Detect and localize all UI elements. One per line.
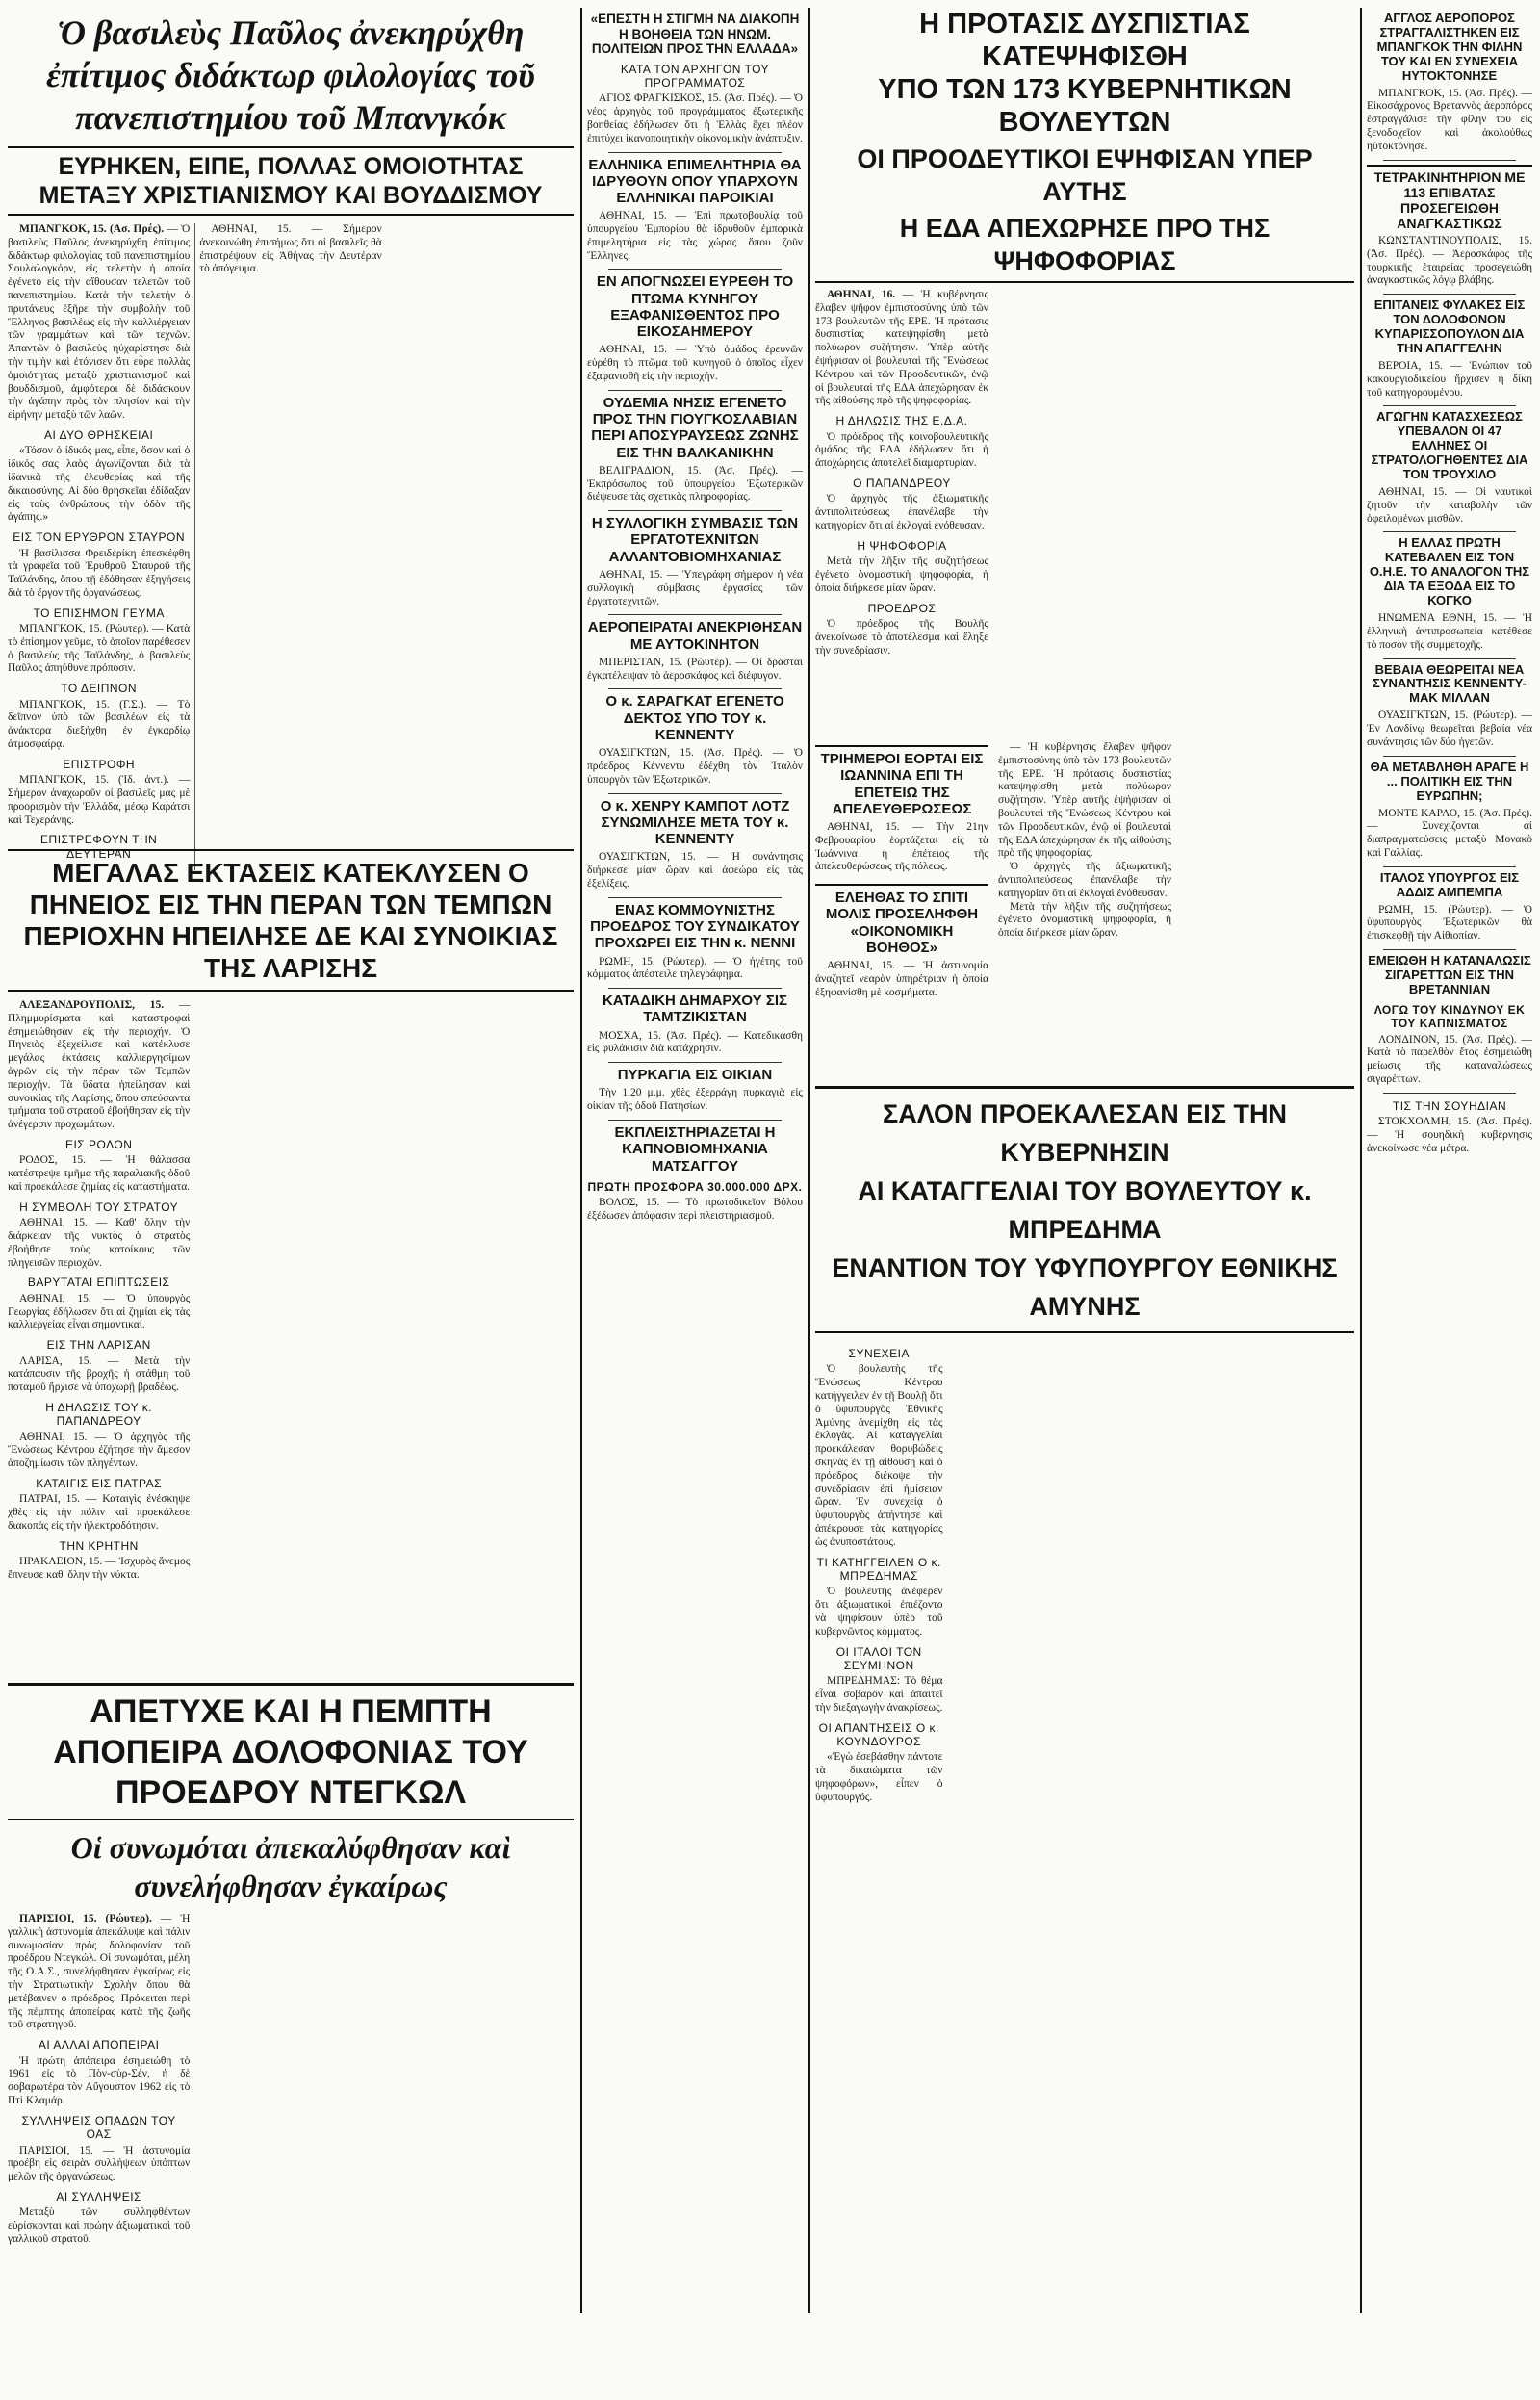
- lead-section: [8, 682, 190, 752]
- flood-section: [8, 1477, 190, 1534]
- censure-section-body: Μετὰ τὴν λῆξιν τῆς συζητήσεως ἐγένετο ὀνομαστικὴ ψηφοφορία, ἡ ὁποία διήρκεσε μίαν ὥραν.: [815, 555, 988, 594]
- censure-section-body: Ὁ πρόεδρος τῆς Βουλῆς ἀνεκοίνωσε τὸ ἀποτέλεσμα καὶ ἔληξε τὴν συνεδρίασιν.: [815, 617, 988, 657]
- censure-body-columns: [815, 289, 1354, 734]
- lead-section-title: ΤΟ ΔΕΙΠΝΟΝ: [61, 682, 138, 696]
- divider: [1383, 405, 1516, 406]
- monaco-headline: ΘΑ ΜΕΤΑΒΛΗΘΗ ΑΡΑΓΕ Η ... ΠΟΛΙΤΙΚΗ ΕΙΣ ΤΗΝ ΕΥΡΩΠΗΝ;: [1370, 759, 1529, 803]
- lead-section: [8, 530, 190, 601]
- divider: [608, 1120, 781, 1121]
- divider: [1383, 866, 1516, 867]
- pilot-headline: ΑΓΓΛΟΣ ΑΕΡΟΠΟΡΟΣ ΣΤΡΑΓΓΑΛΙΣΤΗΚΕΝ ΕΙΣ ΜΠΑΝΓΚΟΚ ΤΗΝ ΦΙΛΗΝ ΤΟΥ ΚΑΙ ΕΝ ΣΥΝΕΧΕΙΑ ΗΥΤΟΚΤΟΝΗΣΕ: [1376, 11, 1523, 83]
- cig-headline: ΕΜΕΙΩΘΗ Η ΚΑΤΑΝΑΛΩΣΙΣ ΣΙΓΑΡΕΤΤΩΝ ΕΙΣ ΤΗΝ ΒΡΕΤΑΝΝΙΑΝ: [1368, 953, 1531, 996]
- degaulle-subheadline: Οἱ συνωμόται ἀπεκαλύφθησαν καὶ συνελήφθησαν ἐγκαίρως: [70, 1830, 511, 1903]
- censure-briefs: [815, 741, 1354, 1030]
- divider: [608, 152, 781, 153]
- lead-section-body: «Τόσον ὁ ἰδικός μας, εἶπε, ὅσον καὶ ὁ ἰδικός σας λαὸς ἀγωνίζονται διὰ τὰ ἰδανικὰ τῆς ἐλευθερίας καὶ τῆς δικαιοσύνης. Αἱ δύο θρησκεῖαι ἐδίδαξαν εἰς τοὺς ἀνθρώπους τὴν ὁδὸν τῆς ἀγάπης.»: [8, 445, 191, 524]
- lead-section-title: ΤΟ ΕΠΙΣΗΜΟΝ ΓΕΥΜΑ: [33, 606, 165, 620]
- festival-body: ΑΘΗΝΑΙ, 15. — Τὴν 21ην Φεβρουαρίου ἑορτάζεται εἰς τὰ Ἰωάννινα ἡ ἐπέτειος τῆς ἀπελευθερώσεως τῆς πόλεως.: [815, 821, 988, 873]
- divider: [608, 614, 781, 615]
- headline-rule: [815, 281, 1354, 283]
- divider: [1383, 294, 1516, 295]
- censure-section-body: Ὁ ἀρχηγὸς τῆς ἀξιωματικῆς ἀντιπολιτεύσεως ἐπανέλαβε τὴν κατηγορίαν ὅτι αἱ ἐκλογαὶ ἐνόθευσαν.: [815, 493, 988, 531]
- divider: [608, 1062, 781, 1063]
- degaulle-body: ΠΑΡΙΣΙΟΙ, 15. (Ρώυτερ). — Ἡ γαλλικὴ ἀστυνομία ἀπεκάλυψε καὶ πάλιν συνωμοσίαν πρὸς δολοφονίαν τοῦ προέδρου Ντεγκώλ. Οἱ συνωμόται, μέλη τῆς Ο.Α.Σ., συνελήφθησαν ἐγκαίρως εἰς τὴν Στρατιωτικὴν Σχολὴν ὅπου θὰ μετέβαινεν ὁ πρόεδρος. Πρόκειται περὶ τῆς πέμπτης ἀποπείρας κατὰ τῆς ζωῆς τοῦ στρατηγοῦ.: [8, 1913, 191, 2031]
- degaulle-dateline: ΠΑΡΙΣΙΟΙ, 15. (Ρώυτερ).: [19, 1913, 152, 1924]
- salon-section-title: ΟΙ ΙΤΑΛΟΙ ΤΟΝ ΣΕΥΜΗΝΟΝ: [835, 1644, 922, 1672]
- lead-section-title: ΑΙ ΔΥΟ ΘΡΗΣΚΕΙΑΙ: [44, 427, 154, 442]
- search-body: ΑΘΗΝΑΙ, 15. — Ὑπὸ ὁμάδος ἐρευνῶν εὑρέθη τὸ πτῶμα τοῦ κυνηγοῦ ὁ ὁποῖος εἶχεν ἐξαφανισθῆ εἰς τὴν περιοχήν.: [587, 344, 803, 383]
- divider: [608, 390, 781, 391]
- salon-section-body: «Ἐγὼ ἐσεβάσθην πάντοτε τὰ δικαιώματα τῶν ψηφοφόρων», εἶπεν ὁ ὑφυπουργός.: [815, 1751, 943, 1803]
- help-body: ΑΓΙΟΣ ΦΡΑΓΚΙΣΚΟΣ, 15. (Ἀσ. Πρές). — Ὁ νέος ἀρχηγὸς τοῦ προγράμματος ἐξωτερικῆς βοηθείας ἐδήλωσεν ὅτι ἡ Ἑλλὰς ἔχει πλέον ἐπιτύχει ἱκανοποιητικὴν οἰκονομικὴν ἀνάπτυξιν.: [587, 92, 803, 144]
- flood-body: ΑΛΕΞΑΝΔΡΟΥΠΟΛΙΣ, 15. — Πλημμυρίσματα καὶ καταστροφαὶ ἐσημειώθησαν εἰς τὴν περιοχήν. Ὁ Πηνειὸς ἐξεχείλισε καὶ κατέκλυσε μεγάλας ἐκτάσεις καλλιεργησίμων ἀγρῶν εἰς τὴν πέραν τῶν Τεμπῶν περιοχήν. Τὰ ὕδατα ἠπείλησαν καὶ συνοικίας τῆς Λαρίσης, ὅπου σπεύσαντα τμήματα τοῦ στρατοῦ ἐβοήθησαν εἰς τὴν ἀνέγερσιν προχωμάτων.: [8, 999, 191, 1131]
- lead-section: [8, 758, 190, 828]
- censure-section-title: Η ΨΗΦΟΦΟΡΙΑ: [857, 538, 947, 553]
- divider: [1383, 1093, 1516, 1094]
- flood-section-body: ΑΘΗΝΑΙ, 15. — Ὁ ὑπουργὸς Γεωργίας ἐδήλωσεν ὅτι αἱ ζημίαι εἰς τὰς καλλιεργείας εἶναι σημαντικαί.: [8, 1292, 191, 1331]
- mayor-headline: ΚΑΤΑΔΙΚΗ ΔΗΜΑΡΧΟΥ ΣΙΣ ΤΑΜΤΖΙΚΙΣΤΑΝ: [602, 993, 788, 1026]
- communist-headline: ΕΝΑΣ ΚΟΜΜΟΥΝΙΣΤΗΣ ΠΡΟΕΔΡΟΣ ΤΟΥ ΣΥΝΔΙΚΑΤΟΥ ΠΡΟΧΩΡΕΙ ΕΙΣ ΤΗΝ κ. ΝΕΝΝΙ: [590, 901, 800, 952]
- censure-dateline: ΑΘΗΝΑΙ, 16.: [827, 289, 896, 300]
- divider: [608, 897, 781, 898]
- lead-section-body: ΜΠΑΝΓΚΟΚ, 15. (Ρώυτερ). — Κατὰ τὸ ἐπίσημον γεῦμα, τὸ ὁποῖον παρέθεσεν ὁ βασιλεὺς τῆς Ταϊλάνδης, ὁ βασιλεὺς Παῦλος ἀπηύθυνε πρόποσιν.: [8, 623, 191, 675]
- salon-headline-1: ΣΑΛΟΝ ΠΡΟΕΚΑΛΕΣΑΝ ΕΙΣ ΤΗΝ ΚΥΒΕΡΝΗΣΙΝ: [883, 1099, 1287, 1167]
- salon-body-columns: [815, 1341, 1354, 2400]
- censure-section: [815, 539, 988, 596]
- kennedy-headline: ΒΕΒΑΙΑ ΘΕΩΡΕΙΤΑΙ ΝΕΑ ΣΥΝΑΝΤΗΣΙΣ ΚΕΝΝΕΝΤΥ-ΜΑΚ ΜΙΛΛΑΝ: [1373, 661, 1527, 706]
- yugo-headline: ΟΥΔΕΜΙΑ ΝΗΣΙΣ ΕΓΕΝΕΤΟ ΠΡΟΣ ΤΗΝ ΓΙΟΥΓΚΟΣΛΑΒΙΑΝ ΠΕΡΙ ΑΠΟΣΥΡΑΥΣΕΩΣ ΖΩΝΗΣ ΕΙΣ ΤΗΝ ΒΑΛΚΑΝΙΚΗΝ: [591, 394, 799, 461]
- flood-section: [8, 1138, 190, 1195]
- censure-section-body: Ὁ πρόεδρος τῆς κοινοβουλευτικῆς ὁμάδος τῆς ΕΔΑ ἐδήλωσεν ὅτι ἡ ἀποχώρησις ἀποτελεῖ διαμαρτυρίαν.: [815, 430, 988, 470]
- lead-section-body: ΜΠΑΝΓΚΟΚ, 15. (Γ.Σ.). — Τὸ δεῖπνον ὑπὸ τῶν βασιλέων εἰς τὰ ἀνάκτορα διεξήχθη ἐν ἐγκαρδίῳ ἀτμοσφαίρᾳ.: [8, 698, 191, 751]
- column-rule: [580, 8, 582, 2313]
- salon-section: [815, 1721, 943, 1805]
- cabot-body: ΟΥΑΣΙΓΚΤΩΝ, 15. — Ἡ συνάντησις διήρκεσε μίαν ὥραν καὶ ἀφεώρα εἰς τὰς ἐξελίξεις.: [587, 851, 803, 890]
- cabot-headline: Ο κ. ΧΕΝΡΥ ΚΑΜΠΟΤ ΛΟΤΖ ΣΥΝΩΜΙΛΗΣΕ ΜΕΤΑ ΤΟΥ κ. ΚΕΝΝΕΝΤΥ: [600, 797, 790, 848]
- censure-section-title: Ο ΠΑΠΑΝΔΡΕΟΥ: [853, 476, 951, 490]
- degaulle-body-columns: [8, 1913, 574, 2336]
- salon-section: [815, 1645, 943, 1716]
- divider: [1383, 658, 1516, 659]
- ship-headline: ΤΕΤΡΑΚΙΝΗΤΗΡΙΟΝ ΜΕ 113 ΕΠΙΒΑΤΑΣ ΠΡΟΣΕΓΕΙΩΘΗ ΑΝΑΓΚΑΣΤΙΚΩΣ: [1367, 165, 1532, 231]
- ship-body: ΚΩΝΣΤΑΝΤΙΝΟΥΠΟΛΙΣ, 15. (Ἀσ. Πρές). — Ἀεροσκάφος τῆς τουρκικῆς ἑταιρείας προσεγειώθη ἀναγκαστικῶς λόγῳ βλάβης.: [1367, 235, 1532, 287]
- flood-section-body: ΠΑΤΡΑΙ, 15. — Καταιγὶς ἐνέσκηψε χθὲς εἰς τὴν πόλιν καὶ προεκάλεσε διακοπὰς εἰς τὴν ἠλεκτροδότησιν.: [8, 1493, 191, 1533]
- degaulle-section-title: ΣΥΛΛΗΨΕΙΣ ΟΠΑΔΩΝ ΤΟΥ ΟΑΣ: [21, 2113, 176, 2142]
- salon-headline-2: ΑΙ ΚΑΤΑΓΓΕΛΙΑΙ ΤΟΥ ΒΟΥΛΕΥΤΟΥ κ. ΜΠΡΕΔΗΜΑ: [858, 1176, 1312, 1244]
- degaulle-headline: ΑΠΕΤΥΧΕ ΚΑΙ Η ΠΕΜΠΤΗ ΑΠΟΠΕΙΡΑ ΔΟΛΟΦΟΝΙΑΣ ΤΟΥ ΠΡΟΕΔΡΟΥ ΝΤΕΓΚΩΛ: [53, 1693, 528, 1811]
- guards-headline: ΕΠΙΤΑΝΕΙΣ ΦΥΛΑΚΕΣ ΕΙΣ ΤΟΝ ΔΟΛΟΦΟΝΟΝ ΚΥΠΑΡΙΣΣΟΠΟΥΛΟΝ ΔΙΑ ΤΗΝ ΑΠΑΓΓΕΛΗΝ: [1373, 297, 1526, 356]
- mayor-body: ΜΟΣΧΑ, 15. (Ἀσ. Πρές). — Κατεδικάσθη εἰς φυλάκισιν διὰ κατάχρησιν.: [587, 1029, 803, 1055]
- eagle-body: ΟΥΑΣΙΓΚΤΩΝ, 15. (Ἀσ. Πρές). — Ὁ πρόεδρος Κέννεντυ ἐδέχθη τὸν Ἰταλὸν ὑπουργὸν τῶν Ἐξωτερικῶν.: [587, 747, 803, 786]
- tobacco-headline: ΕΚΠΛΕΙΣΤΗΡΙΑΖΕΤΑΙ Η ΚΑΠΝΟΒΙΟΜΗΧΑΝΙΑ ΜΑΤΣΑΓΓΟΥ: [614, 1124, 776, 1174]
- festival-headline: ΤΡΙΗΜΕΡΟΙ ΕΟΡΤΑΙ ΕΙΣ ΙΩΑΝΝΙΝΑ ΕΠΙ ΤΗ ΕΠΕΤΕΙΩ ΤΗΣ ΑΠΕΛΕΥΘΕΡΩΣΕΩΣ: [815, 745, 988, 817]
- flood-headline: ΜΕΓΑΛΑΣ ΕΚΤΑΣΕΙΣ ΚΑΤΕΚΛΥΣΕΝ Ο ΠΗΝΕΙΟΣ ΕΙΣ ΤΗΝ ΠΕΡΑΝ ΤΩΝ ΤΕΜΠΩΝ ΠΕΡΙΟΧΗΝ ΗΠΕΙΛΗΣΕ ΔΕ ΚΑΙ ΣΥΝΟΙΚΙΑΣ ΤΗΣ ΛΑΡΙΣΗΣ: [23, 858, 558, 983]
- yugo-body: ΒΕΛΙΓΡΑΔΙΟΝ, 15. (Ἀσ. Πρές). — Ἐκπρόσωπος τοῦ ὑπουργείου Ἐξωτερικῶν διέψευσε τὰς σχετικὰς πληροφορίας.: [587, 464, 803, 503]
- lead-section: [8, 428, 190, 525]
- column-briefs: [587, 8, 803, 2315]
- sweden-body: ΣΤΟΚΧΟΛΜΗ, 15. (Ἀσ. Πρές). — Ἡ σουηδικὴ κυβέρνησις ἀνεκοίνωσε νέα μέτρα.: [1367, 1116, 1532, 1154]
- censure-section-title: Η ΔΗΛΩΣΙΣ ΤΗΣ Ε.Δ.Α.: [835, 414, 968, 428]
- sausage-body: ΑΘΗΝΑΙ, 15. — Ὑπεγράφη σήμερον ἡ νέα συλλογικὴ σύμβασις ἐργασίας τῶν ἐργατοτεχνιτῶν.: [587, 568, 803, 607]
- degaulle-section-body: ΠΑΡΙΣΙΟΙ, 15. — Ἡ ἀστυνομία προέβη εἰς σειρὰν συλλήψεων ὑπόπτων μελῶν τῆς ὀργανώσεως.: [8, 2144, 191, 2183]
- flood-body-columns: [8, 999, 574, 1702]
- salon-kicker: ΣΥΝΕΧΕΙΑ: [848, 1347, 910, 1360]
- salon-body: Ὁ βουλευτὴς τῆς Ἕνώσεως Κέντρου κατήγγειλεν ἐν τῇ Βουλῇ ὅτι ὁ ὑφυπουργὸς Ἐθνικῆς Ἀμύνης ἀνεμίχθη εἰς τὰς ἐκλογὰς. Αἱ καταγγελίαι προεκάλεσαν θορυβώδεις σκηνὰς ἐν τῇ αἰθούσῃ καὶ ὁ πρόεδρος διέκοψε τὴν συνεδρίασιν ἐπὶ ἡμίσειαν ὥραν. Ἐν συνεχείᾳ ὁ ὑφυπουργὸς ἀπήντησε καὶ ἀπέκρουσε τὰς κατηγορίας ὡς ἀνυποστάτους.: [815, 1363, 943, 1548]
- censure-overflow-body: Ὁ ἀρχηγὸς τῆς ἀξιωματικῆς ἀντιπολιτεύσεως ἐπανέλαβε τὴν κατηγορίαν ὅτι αἱ ἐκλογαὶ ἐνόθευσαν.: [998, 861, 1171, 899]
- divider: [608, 793, 781, 794]
- salon-section: [815, 1556, 943, 1639]
- flood-section-body: ΛΑΡΙΣΑ, 15. — Μετὰ τὴν κατάπαυσιν τῆς βροχῆς ἡ στάθμη τοῦ ποταμοῦ ἤρχισε νὰ ὑποχωρῇ βραδέως.: [8, 1355, 191, 1394]
- censure-overflow-body: Μετὰ τὴν λῆξιν τῆς συζητήσεως ἐγένετο ὀνομαστικὴ ψηφοφορία, ἡ ὁποία διήρκεσε μίαν ὥραν.: [998, 900, 1171, 940]
- home-body: ΑΘΗΝΑΙ, 15. — Ἡ ἀστυνομία ἀναζητεῖ νεαρὰν ὑπηρέτριαν ἡ ὁποία ἐξηφανίσθη μὲ κοσμήματα.: [815, 960, 988, 998]
- censure-overflow-body: — Ἡ κυβέρνησις ἔλαβεν ψῆφον ἐμπιστοσύνης ὑπὸ τῶν 173 βουλευτῶν τῆς ΕΡΕ. Ἡ πρότασις δυσπιστίας κατεψηφίσθη μετὰ πολύωρον συζήτησιν. Ὑπὲρ αὐτῆς ἐψήφισαν οἱ βουλευταὶ τῆς Ἕνώσεως Κέντρου καὶ τῶν Προοδευτικῶν, ἐνῷ οἱ βουλευταὶ τῆς ΕΔΑ ἀπεχώρησαν ἐκ τῆς αἰθούσης πρὸ τῆς ψηφοφορίας.: [998, 741, 1171, 860]
- ohe-body: ΗΝΩΜΕΝΑ ΕΘΝΗ, 15. — Ἡ ἑλληνικὴ ἀντιπροσωπεία κατέθεσε τὸ ποσὸν τῆς συμμετοχῆς.: [1367, 612, 1532, 651]
- divider: [1383, 531, 1516, 532]
- degaulle-section-body: Μεταξὺ τῶν συλληφθέντων εὑρίσκονται καὶ πρώην ἀξιωματικοὶ τοῦ γαλλικοῦ στρατοῦ.: [8, 2206, 191, 2245]
- degaulle-section-title: ΑΙ ΑΛΛΑΙ ΑΠΟΠΕΙΡΑΙ: [38, 2038, 160, 2052]
- lead-section-body: Ἡ βασίλισσα Φρειδερίκη ἐπεσκέφθη τὰ γραφεῖα τοῦ Ἐρυθροῦ Σταυροῦ τῆς Ταϊλάνδης, ὅπου τῇ ἐδόθησαν ἐξηγήσεις διὰ τὸ ἔργον τῆς ὀργανώσεως.: [8, 547, 191, 599]
- column-world: [1367, 8, 1532, 2315]
- censure-overflow: [998, 741, 1354, 1030]
- degaulle-section: [8, 2190, 190, 2247]
- tobacco-body: ΒΟΛΟΣ, 15. — Τὸ πρωτοδικεῖον Βόλου ἐξέδωσεν ἀπόφασιν περὶ πλειστηριασμοῦ.: [587, 1197, 803, 1222]
- fire-headline: ΠΥΡΚΑΓΙΑ ΕΙΣ ΟΙΚΙΑΝ: [617, 1067, 773, 1084]
- lead-headline: Ὁ βασιλεὺς Παῦλος ἀνεκηρύχθη ἐπίτιμος διδάκτωρ φιλολογίας τοῦ πανεπιστημίου τοῦ Μπανγκόκ: [46, 13, 535, 137]
- censure-body: ΑΘΗΝΑΙ, 16. — Ἡ κυβέρνησις ἔλαβεν ψῆφον ἐμπιστοσύνης ὑπὸ τῶν 173 βουλευτῶν τῆς ΕΡΕ. Ἡ πρότασις δυσπιστίας κατεψηφίσθη μετὰ πολύωρον συζήτησιν. Ὑπὲρ αὐτῆς ἐψήφισαν οἱ βουλευταὶ τῆς Ἕνώσεως Κέντρου καὶ τῶν Προοδευτικῶν, ἐνῷ οἱ βουλευταὶ τῆς ΕΔΑ ἀπεχώρησαν ἐκ τῆς αἰθούσης πρὸ τῆς ψηφοφορίας.: [815, 289, 988, 407]
- monaco-body: ΜΟΝΤΕ ΚΑΡΛΟ, 15. (Ἀσ. Πρές). — Συνεχίζονται αἱ διαπραγματεύσεις μεταξὺ Μονακὸ καὶ Γαλλίας.: [1367, 807, 1532, 859]
- degaulle-headline-box: [8, 1683, 574, 1820]
- suit-headline: ΑΓΩΓΗΝ ΚΑΤΑΣΧΕΣΕΩΣ ΥΠΕΒΑΛΟΝ ΟΙ 47 ΕΛΛΗΝΕΣ ΟΙ ΣΤΡΑΤΟΛΟΓΗΘΕΝΤΕΣ ΔΙΑ ΤΟΝ ΤΡΟΥΧΙΛΟ: [1371, 409, 1528, 482]
- censure-section: [815, 602, 988, 658]
- censure-section-title: ΠΡΟΕΔΡΟΣ: [867, 601, 937, 615]
- kennedy-body: ΟΥΑΣΙΓΚΤΩΝ, 15. (Ρώυτερ). — Ἐν Λονδίνῳ θεωρεῖται βεβαία νέα συνάντησις τῶν δύο ἡγετῶν.: [1367, 710, 1532, 748]
- lead-dateline: ΜΠΑΝΓΚΟΚ, 15. (Ἀσ. Πρές).: [19, 223, 165, 235]
- communist-body: ΡΩΜΗ, 15. (Ρώυτερ). — Ὁ ἡγέτης τοῦ κόμματος ἀπέστειλε τηλεγράφημα.: [587, 955, 803, 981]
- italy-headline: ΙΤΑΛΟΣ ΥΠΟΥΡΓΟΣ ΕΙΣ ΑΔΔΙΣ ΑΜΠΕΜΠΑ: [1379, 869, 1520, 899]
- flood-section-body: ΗΡΑΚΛΕΙΟΝ, 15. — Ἰσχυρὸς ἄνεμος ἔπνευσε καθ' ὅλην τὴν νύκτα.: [8, 1556, 191, 1582]
- flood-section: [8, 1276, 190, 1332]
- lead-section-title: ΕΙΣ ΤΟΝ ΕΡΥΘΡΟΝ ΣΤΑΥΡΟΝ: [13, 530, 186, 545]
- search-headline: ΕΝ ΑΠΟΓΝΩΣΕΙ ΕΥΡΕΘΗ ΤΟ ΠΤΩΜΑ ΚΥΝΗΓΟΥ ΕΞΑΦΑΝΙΣΘΕΝΤΟΣ ΠΡΟ ΕΙΚΟΣΑΗΜΕΡΟΥ: [596, 273, 794, 341]
- flood-section-body: ΡΟΔΟΣ, 15. — Ἡ θάλασσα κατέστρεψε τμῆμα τῆς παραλιακῆς ὁδοῦ καὶ προεκάλεσε ζημίας εἰς καταστήματα.: [8, 1154, 191, 1193]
- flood-section-body: ΑΘΗΝΑΙ, 15. — Καθ' ὅλην τὴν διάρκειαν τῆς νυκτὸς ὁ στρατὸς ἐβοήθησε τοὺς κατοίκους τῶν πληγεισῶν περιοχῶν.: [8, 1217, 191, 1269]
- flood-section: [8, 1539, 190, 1583]
- column-rule: [808, 8, 810, 2313]
- censure-section: [815, 477, 988, 533]
- festival-brief: [815, 741, 988, 1030]
- help-subheadline: ΚΑΤΑ ΤΟΝ ΑΡΧΗΓΟΝ ΤΟΥ ΠΡΟΓΡΑΜΜΑΤΟΣ: [620, 62, 770, 90]
- censure-headline-2: ΥΠΟ ΤΩΝ 173 ΚΥΒΕΡΝΗΤΙΚΩΝ ΒΟΥΛΕΥΤΩΝ: [878, 74, 1292, 138]
- flood-section-title: ΒΑΡΥΤΑΤΑΙ ΕΠΙΠΤΩΣΕΙΣ: [27, 1276, 170, 1290]
- censure-headline-1: Η ΠΡΟΤΑΣΙΣ ΔΥΣΠΙΣΤΙΑΣ ΚΑΤΕΨΗΦΙΣΘΗ: [919, 9, 1250, 72]
- cig-body: ΛΟΝΔΙΝΟΝ, 15. (Ἀσ. Πρές). — Κατὰ τὸ παρελθὸν ἔτος ἐσημειώθη μείωσις τῆς καταναλώσεως σιγαρέττων.: [1367, 1033, 1532, 1085]
- censure-headline-4: Η ΕΔΑ ΑΠΕΧΩΡΗΣΕ ΠΡΟ ΤΗΣ ΨΗΦΟΦΟΡΙΑΣ: [899, 214, 1270, 275]
- divider: [1383, 949, 1516, 950]
- fire-body: Τὴν 1.20 μ.μ. χθὲς ἐξερράγη πυρκαγιὰ εἰς οἰκίαν τῆς ὁδοῦ Πατησίων.: [587, 1087, 803, 1113]
- censure-headline-3: ΟΙ ΠΡΟΟΔΕΥΤΙΚΟΙ ΕΨΗΦΙΣΑΝ ΥΠΕΡ ΑΥΤΗΣ: [857, 144, 1313, 206]
- divider: [608, 688, 781, 689]
- lead-subheadline: ΕΥΡΗΚΕΝ, ΕΙΠΕ, ΠΟΛΛΑΣ ΟΜΟΙΟΤΗΤΑΣ ΜΕΤΑΞΥ ΧΡΙΣΤΙΑΝΙΣΜΟΥ ΚΑΙ ΒΟΥΔΔΙΣΜΟΥ: [38, 153, 543, 209]
- flood-section-title: ΕΙΣ ΡΟΔΟΝ: [64, 1137, 133, 1151]
- help-headline: «ΕΠΕΣΤΗ Η ΣΤΙΓΜΗ ΝΑ ΔΙΑΚΟΠΗ Η ΒΟΗΘΕΙΑ ΤΩΝ ΗΝΩΜ. ΠΟΛΙΤΕΙΩΝ ΠΡΟΣ ΤΗΝ ΕΛΛΑΔΑ»: [590, 12, 800, 57]
- hijack-body: ΜΠΕΡΙΣΤΑΝ, 15. (Ρώυτερ). — Οἱ δράσται ἐγκατέλειψαν τὸ ἀεροσκάφος καὶ διέφυγον.: [587, 656, 803, 682]
- divider: [1383, 160, 1516, 161]
- lead-section-body: ΜΠΑΝΓΚΟΚ, 15. (Ἰδ. ἀντ.). — Σήμερον ἀναχωροῦν οἱ βασιλεῖς μας μὲ προορισμὸν τὴν Ἑλλάδα, μέσῳ Καράτσι καὶ Τεχεράνης.: [8, 774, 191, 826]
- home-headline: ΕΛΕΗΘΑΣ ΤΟ ΣΠΙΤΙ ΜΟΛΙΣ ΠΡΟΣΕΛΗΦΘΗ «ΟΙΚΟΝΟΜΙΚΗ ΒΟΗΘΟΣ»: [815, 884, 988, 956]
- salon-section-body: Ὁ βουλευτὴς ἀνέφερεν ὅτι ἀξιωματικοὶ ἐπιέζοντο νὰ ψηφίσουν ὑπὲρ τοῦ κυβερνῶντος κόμματος.: [815, 1586, 943, 1638]
- chamber-body: ΑΘΗΝΑΙ, 15. — Ἐπὶ πρωτοβουλίᾳ τοῦ ὑπουργείου Ἐμπορίου θὰ ἱδρυθοῦν ἐμπορικὰ ἐπιμελητήρια εἰς τὰς χώρας ὅπου ζοῦν Ἕλληνες.: [587, 210, 803, 262]
- lead-section: [8, 606, 190, 677]
- ohe-headline: Η ΕΛΛΑΣ ΠΡΩΤΗ ΚΑΤΕΒΑΛΕΝ ΕΙΣ ΤΟΝ Ο.Η.Ε. ΤΟ ΑΝΑΛΟΓΟΝ ΤΗΣ ΔΙΑ ΤΑ ΕΞΟΔΑ ΕΙΣ ΤΟ ΚΟΓΚΟ: [1369, 535, 1530, 608]
- lead-section-body: ΑΘΗΝΑΙ, 15. — Σήμερον ἀνεκοινώθη ἐπισήμως ὅτι οἱ βασιλεῖς θὰ ἐπιστρέψουν εἰς Ἀθήνας τὴν Δευτέραν τὸ ἀπόγευμα.: [199, 223, 382, 275]
- flood-section-title: Η ΣΥΜΒΟΛΗ ΤΟΥ ΣΤΡΑΤΟΥ: [19, 1200, 179, 1214]
- pilot-body: ΜΠΑΝΓΚΟΚ, 15. (Ἀσ. Πρές). — Εἰκοσάχρονος Βρεταννὸς ἀεροπόρος ἐστραγγάλισε τὴν φίλην του εἰς ξενοδοχεῖον καὶ ἀκολούθως ηὐτοκτόνησε.: [1367, 87, 1532, 152]
- censure-article: [815, 8, 1354, 1081]
- flood-section-body: ΑΘΗΝΑΙ, 15. — Ὁ ἀρχηγὸς τῆς Ἕνώσεως Κέντρου ἐζήτησε τὴν ἄμεσον ἀποζημίωσιν τῶν πληγέντων.: [8, 1431, 191, 1470]
- flood-article: [8, 849, 574, 1679]
- lead-article: [8, 8, 574, 861]
- lead-body-columns: [8, 223, 574, 870]
- tobacco-subheadline: ΠΡΩΤΗ ΠΡΟΣΦΟΡΑ 30.000.000 ΔΡΧ.: [587, 1179, 803, 1194]
- degaulle-section: [8, 2038, 190, 2108]
- flood-section-title: Η ΔΗΛΩΣΙΣ ΤΟΥ κ. ΠΑΠΑΝΔΡΕΟΥ: [45, 1400, 153, 1429]
- salon-section-title: ΟΙ ΑΠΑΝΤΗΣΕΙΣ Ο κ. ΚΟΥΝΔΟΥΡΟΣ: [818, 1720, 939, 1749]
- divider: [608, 269, 781, 270]
- lead-section-title: ΕΠΙΣΤΡΟΦΗ: [63, 757, 136, 771]
- flood-section-title: ΕΙΣ ΤΗΝ ΛΑΡΙΣΑΝ: [46, 1338, 151, 1353]
- salon-section-title: ΤΙ ΚΑΤΗΓΓΕΙΛΕΝ Ο κ. ΜΠΡΕΔΗΜΑΣ: [816, 1555, 941, 1583]
- flood-section-title: ΤΗΝ ΚΡΗΤΗΝ: [59, 1538, 139, 1553]
- cig-subheadline: ΛΟΓΩ ΤΟΥ ΚΙΝΔΥΝΟΥ ΕΚ ΤΟΥ ΚΑΠΝΙΣΜΑΤΟΣ: [1373, 1002, 1526, 1031]
- chamber-headline: ΕΛΛΗΝΙΚΑ ΕΠΙΜΕΛΗΤΗΡΙΑ ΘΑ ΙΔΡΥΘΟΥΝ ΟΠΟΥ ΥΠΑΡΧΟΥΝ ΕΛΛΗΝΙΚΑΙ ΠΑΡΟΙΚΙΑΙ: [588, 156, 802, 207]
- italy-body: ΡΩΜΗ, 15. (Ρώυτερ). — Ὁ ὑφυπουργὸς Ἐξωτερικῶν θὰ ἐπισκεφθῇ τὴν Αἰθιοπίαν.: [1367, 903, 1532, 942]
- degaulle-section-title: ΑΙ ΣΥΛΛΗΨΕΙΣ: [56, 2189, 141, 2204]
- sausage-headline: Η ΣΥΛΛΟΓΙΚΗ ΣΥΜΒΑΣΙΣ ΤΩΝ ΕΡΓΑΤΟΤΕΧΝΙΤΩΝ ΑΛΛΑΝΤΟΒΙΟΜΗΧΑΝΙΑΣ: [591, 515, 799, 565]
- lead-subheadline-box: [8, 146, 574, 216]
- divider: [1383, 756, 1516, 757]
- degaulle-section-body: Ἡ πρώτη ἀπόπειρα ἐσημειώθη τὸ 1961 εἰς τὸ Πὸν-σὺρ-Σέν, ἡ δὲ σοβαρωτέρα τὸν Αὔγουστον 1962 εἰς τὸ Πτὶ Κλαμάρ.: [8, 2054, 191, 2106]
- suit-body: ΑΘΗΝΑΙ, 15. — Οἱ ναυτικοὶ ζητοῦν τὴν καταβολὴν τῶν ὀφειλομένων μισθῶν.: [1367, 486, 1532, 525]
- divider: [608, 510, 781, 511]
- flood-dateline: ΑΛΕΞΑΝΔΡΟΥΠΟΛΙΣ, 15.: [19, 999, 165, 1011]
- guards-body: ΒΕΡΟΙΑ, 15. — Ἐνώπιον τοῦ κακουργιοδικείου ἤρχισεν ἡ δίκη τοῦ κατηγορουμένου.: [1367, 359, 1532, 399]
- degaulle-article: [8, 1683, 574, 2315]
- flood-section-title: ΚΑΤΑΙΓΙΣ ΕΙΣ ΠΑΤΡΑΣ: [36, 1477, 163, 1491]
- salon-headline-3: ΕΝΑΝΤΙΟΝ ΤΟΥ ΥΦΥΠΟΥΡΓΟΥ ΕΘΝΙΚΗΣ ΑΜΥΝΗΣ: [832, 1253, 1338, 1321]
- flood-section: [8, 1338, 190, 1395]
- column-rule: [1360, 8, 1362, 2313]
- divider: [608, 988, 781, 989]
- hijack-headline: ΑΕΡΟΠΕΙΡΑΤΑΙ ΑΝΕΚΡΙΘΗΣΑΝ ΜΕ ΑΥΤΟΚΙΝΗΤΟΝ: [587, 619, 803, 653]
- lead-section-title: ΕΠΙΣΤΡΕΦΟΥΝ ΤΗΝ ΔΕΥΤΕΡΑΝ: [40, 833, 158, 861]
- eagle-headline: Ο κ. ΣΑΡΑΓΚΑΤ ΕΓΕΝΕΤΟ ΔΕΚΤΟΣ ΥΠΟ ΤΟΥ κ. ΚΕΝΝΕΝΤΥ: [605, 693, 784, 743]
- flood-headline-box: [8, 849, 574, 992]
- censure-section: [815, 414, 988, 471]
- lead-body: ΜΠΑΝΓΚΟΚ, 15. (Ἀσ. Πρές). — Ὁ βασιλεὺς Παῦλος ἀνεκηρύχθη ἐπίτιμος διδάκτωρ φιλολογίας τοῦ πανεπιστημίου Σουλαλογκόρν, εἰς τελετὴν ἡ ὁποία ἐγένετο εἰς τὴν αἴθουσαν τελετῶν τοῦ πανεπιστημίου. Κατὰ τὴν τελετὴν ὁ πρυτάνευς ἐξῆρε τὴν συμβολὴν τοῦ Ἕλληνος βασιλέως εἰς τὴν καλλιέργειαν τῶν γραμμάτων καὶ τῶν τεχνῶν. Ἀπαντῶν ὁ βασιλεὺς ηὐχαρίστησε διὰ τὴν τιμὴν καὶ ἐτόνισεν ὅτι εὗρε πολλὰς ὁμοιότητας μεταξὺ χριστιανισμοῦ καὶ βουδδισμοῦ, ἀμφότεροι δὲ διδάσκουν τὴν ἀγάπην πρὸς τὸν πλησίον καὶ τὴν εἰρήνην μεταξὺ τῶν λαῶν.: [8, 223, 191, 422]
- sweden-headline: ΤΙΣ ΤΗΝ ΣΟΥΗΔΙΑΝ: [1392, 1098, 1507, 1113]
- flood-section: [8, 1401, 190, 1471]
- salon-article: [815, 1086, 1354, 2315]
- flood-section: [8, 1200, 190, 1271]
- salon-section-body: ΜΠΡΕΔΗΜΑΣ: Τὸ θέμα εἶναι σοβαρὸν καὶ ἀπαιτεῖ τὴν διεξαγωγὴν ἀνακρίσεως.: [815, 1675, 943, 1714]
- salon-headline-box: [815, 1086, 1354, 1333]
- degaulle-section: [8, 2114, 190, 2184]
